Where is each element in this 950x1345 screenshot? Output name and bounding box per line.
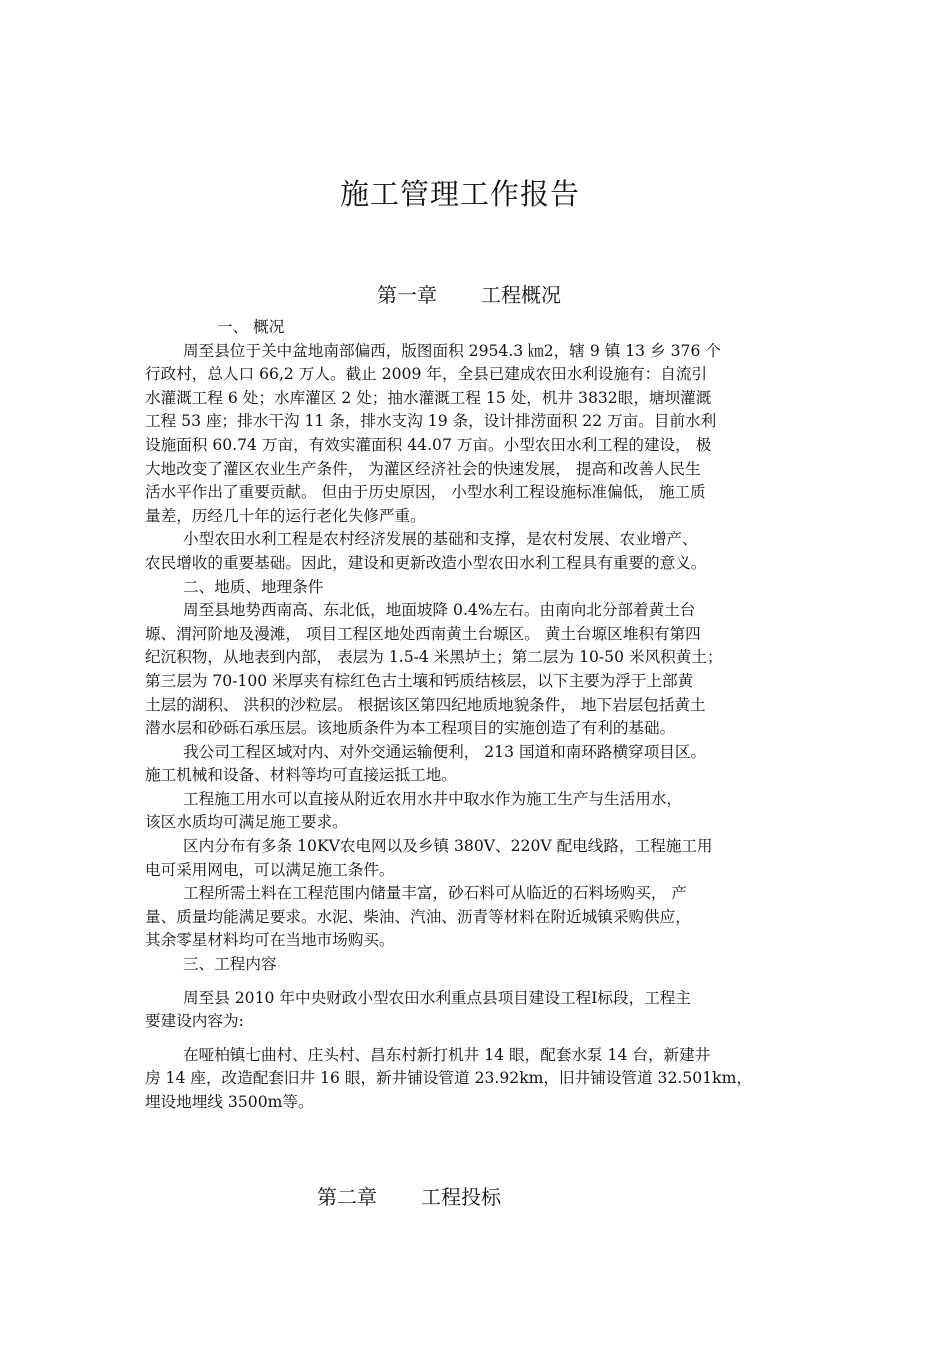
- text-line: 在哑柏镇七曲村、庄头村、昌东村新打机井 14 眼，配套水泵 14 台，新建井: [183, 1045, 711, 1064]
- text-line: 区内分布有多条 10KV农电网以及乡镇 380V、220V 配电线路，工程施工用: [183, 837, 713, 856]
- text-line: 埋设地埋线 3500m等。: [145, 1093, 314, 1111]
- text-line: 小型农田水利工程是农村经济发展的基础和支撑，是农村发展、农业增产、: [183, 530, 698, 549]
- text-line: 周至县地势西南高、东北低，地面坡降 0.4%左右。由南向北分部着黄土台: [183, 601, 696, 620]
- text-line: 塬、渭河阶地及漫滩， 项目工程区地处西南黄土台塬区。 黄土台塬区堆积有第四: [145, 624, 701, 643]
- text-line: 要建设内容为:: [145, 1012, 244, 1031]
- text-line: 潜水层和砂砾石承压层。该地质条件为本工程项目的实施创造了有利的基础。: [145, 719, 676, 738]
- text-line: 工程施工用水可以直接从附近农用水井中取水作为施工生产与生活用水，: [183, 789, 683, 808]
- chapter-2-number: 第二章: [317, 1185, 377, 1209]
- text-line: 土层的湖积、 洪积的沙粒层。 根据该区第四纪地质地貌条件， 地下岩层包括黄土: [145, 695, 706, 714]
- chapter-2-name: 工程投标: [421, 1185, 501, 1209]
- document-body: [145, 316, 810, 1115]
- text-line: 第三层为 70-100 米厚夹有棕红色古土壤和钙质结核层，以下主要为浮于上部黄: [145, 671, 694, 690]
- text-line: 水灌溉工程 6 处；水库灌区 2 处；抽水灌溉工程 15 处，机井 3832眼，塘坝灌溉: [145, 388, 712, 407]
- text-line: 周至县位于关中盆地南部偏西，版图面积 2954.3 ㎞2，辖 9 镇 13 乡 376 个: [183, 341, 721, 360]
- section-heading-overview: 一、 概况: [217, 318, 285, 336]
- text-line: 量、质量均能满足要求。水泥、柴油、汽油、沥青等材料在附近城镇采购供应，: [145, 907, 691, 926]
- text-line: 设施面积 60.74 万亩，有效实灌面积 44.07 万亩。小型农田水利工程的建设， 极: [145, 435, 712, 454]
- text-line: 该区水质均可满足施工要求。: [145, 813, 348, 832]
- text-line: 周至县 2010 年中央财政小型农田水利重点县项目建设工程Ⅰ标段，工程主: [183, 988, 691, 1007]
- text-line: 工程所需土料在工程范围内储量丰富，砂石料可从临近的石料场购买， 产: [183, 884, 687, 903]
- chapter-1-name: 工程概况: [481, 283, 561, 307]
- text-line: 我公司工程区域对内、对外交通运输便利， 213 国道和南环路横穿项目区。: [183, 742, 707, 761]
- text-line: 施工机械和设备、材料等均可直接运抵工地。: [145, 766, 457, 785]
- text-line: 农民增收的重要基础。因此，建设和更新改造小型农田水利工程具有重要的意义。: [145, 553, 707, 572]
- text-line: 行政村，总人口 66,2 万人。截止 2009 年，全县已建成农田水利设施有：自流引: [145, 365, 708, 384]
- section-heading-content: 三、工程内容: [183, 955, 277, 974]
- text-line: 工程 53 座；排水干沟 11 条，排水支沟 19 条，设计排涝面积 22 万亩。目前水利: [145, 412, 717, 431]
- text-line: 大地改变了灌区农业生产条件， 为灌区经济社会的快速发展， 提高和改善人民生: [145, 459, 701, 478]
- chapter-2-heading: [0, 1181, 878, 1210]
- text-line: 活水平作出了重要贡献。 但由于历史原因， 小型水利工程设施标准偏低， 施工质: [145, 483, 706, 502]
- text-line: 纪沉积物，从地表到内部， 表层为 1.5-4 米黑垆土；第二层为 10-50 米风积黄土；: [145, 648, 723, 667]
- text-line: 电可采用网电，可以满足施工条件。: [145, 860, 395, 879]
- chapter-1-number: 第一章: [377, 283, 437, 307]
- text-line: 量差，历经几十年的运行老化失修严重。: [145, 506, 426, 525]
- section-heading-geology: 二、地质、地理条件: [183, 577, 324, 596]
- report-title: 施工管理工作报告: [339, 177, 580, 211]
- text-line: 房 14 座，改造配套旧井 16 眼，新井铺设管道 23.92km，旧井铺设管道 32.501km，: [145, 1069, 752, 1088]
- chapter-1-heading: [0, 279, 938, 308]
- text-line: 其余零星材料均可在当地市场购买。: [145, 931, 395, 950]
